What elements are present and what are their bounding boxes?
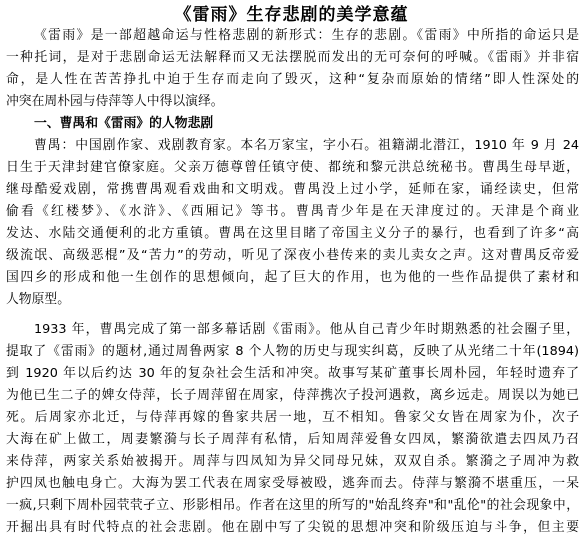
paragraph-line: 为他已生二子的婢女侍萍，长子周萍留在周家，侍萍携次子投河遇救，离乡远走。周误以为她已 <box>6 388 579 403</box>
paragraph-line: 来侍萍，两家关系始被揭开。周萍与四凤知为异父同母兄妹，双双自杀。繁漪之子周冲为救 <box>6 454 579 469</box>
paragraph-line: 大海在矿上做工，周妻繁漪与长子周萍有私情，后知周萍爱鲁女四凤，繁漪欲遣去四凤乃召 <box>6 432 579 447</box>
intro-line: 冲突在周朴园与侍萍等人中得以演绎。 <box>6 94 224 109</box>
paragraph-line: 开掘出具有时代特点的社会悲剧。他在剧中写了尖锐的思想冲突和阶级压迫与斗争，但主要 <box>6 520 579 535</box>
intro-line: 一种托词，是对于悲剧命运无法解释而又无法摆脱而发出的无可奈何的呼喊。《雷雨》并非宿 <box>6 50 579 65</box>
paragraph-line: 发达、水陆交通便利的北方重镇。曹禺在这里目睹了帝国主义分子的暴行，也看到了许多“高 <box>6 226 579 241</box>
section-heading: 一、曹禺和《雷雨》的人物悲剧 <box>34 116 214 131</box>
paragraph-line: 级流氓、高级恶棍”及“苦力”的劳动，听见了深夜小巷传来的卖儿卖女之声。这对曹禺反帝爱 <box>6 248 579 263</box>
paragraph-line: 死。后周家亦北迁，与侍萍再嫁的鲁家共居一地，互不相知。鲁家父女皆在周家为仆，次子 <box>6 410 579 425</box>
paragraph-line: 偷看《红楼梦》、《水浒》、《西厢记》等书。曹禺青少年是在天津度过的。天津是个商业 <box>6 204 579 219</box>
paragraph-line: 日生于天津封建官僚家庭。父亲万德尊曾任镇守使、都统和黎元洪总统秘书。曹禺生母早逝， <box>6 160 579 175</box>
paragraph-line: 人物原型。 <box>6 292 70 307</box>
paragraph-line: 到 1920 年以后约达 30 年的复杂社会生活和冲突。故事写某矿董事长周朴园，年轻时遗弃了 <box>6 366 579 381</box>
paragraph-line: 护四凤也触电身亡。大海为罢工代表在周家受辱被殴，逃奔而去。侍萍与繁漪不堪重压，一呆 <box>6 476 579 491</box>
document-title: 《雷雨》生存悲剧的美学意蕴 <box>174 5 409 25</box>
intro-line: 《雷雨》是一部超越命运与性格悲剧的新形式：生存的悲剧。《雷雨》中所指的命运只是 <box>34 28 579 43</box>
paragraph-line: 1933 年，曹禺完成了第一部多幕话剧《雷雨》。他从自己青少年时期熟悉的社会圈子里， <box>34 322 579 337</box>
intro-line: 命，是人性在苦苦挣扎中迫于生存而走向了毁灭，这种“复杂而原始的情绪”即人性深处的 <box>6 72 579 87</box>
paragraph-line: 提取了《雷雨》的题材,通过周鲁两家 8 个人物的历史与现实纠葛，反映了从光绪二十年(1894) <box>6 344 579 359</box>
paragraph-line: 曹禺：中国剧作家、戏剧教育家。本名万家宝，字小石。祖籍湖北潜江，1910 年 9 月 24 <box>34 138 579 153</box>
paragraph-line: 一疯,只剩下周朴园茕茕孑立、形影相吊。作者在这里的所写的"始乱终弃"和"乱伦"的社会现象中， <box>6 498 579 513</box>
paragraph-line: 国四乡的形成和他一生创作的思想倾向，起了巨大的作用，也为他的一些作品提供了素材和 <box>6 270 579 285</box>
paragraph-line: 继母酷爱戏剧，常携曹禺观看戏曲和文明戏。曹禺没上过小学，延师在家，诵经读史，但常 <box>6 182 579 197</box>
